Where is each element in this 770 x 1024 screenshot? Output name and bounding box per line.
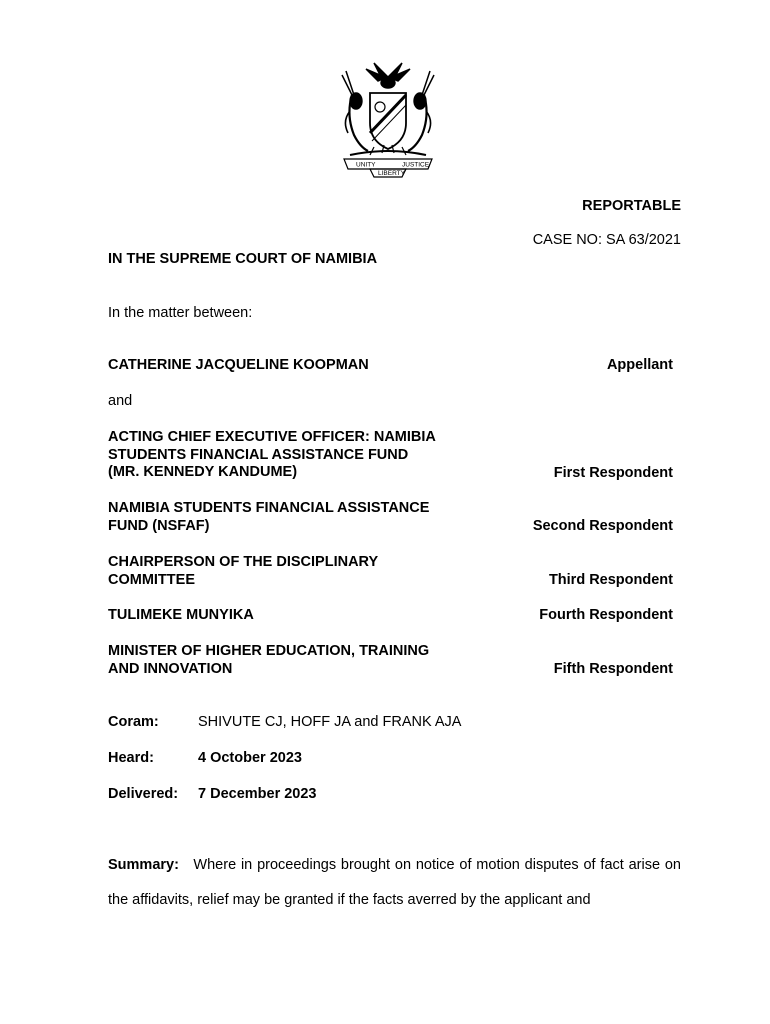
- party-line: FUND (NSFAF): [108, 517, 210, 534]
- case-number: CASE NO: SA 63/2021: [532, 232, 681, 248]
- coat-of-arms-icon: [330, 55, 446, 185]
- appellant-role: Appellant: [606, 357, 673, 373]
- and-separator: and: [108, 393, 133, 409]
- delivered-label: Delivered:: [108, 786, 179, 802]
- summary-label: Summary:: [108, 857, 179, 873]
- party-line: AND INNOVATION: [108, 660, 233, 677]
- fourth-respondent-role: Fourth Respondent: [539, 607, 673, 623]
- motto-liberty: LIBERTY: [378, 170, 405, 177]
- party-line: TULIMEKE MUNYIKA: [108, 607, 254, 623]
- coat-of-arms-emblem: [330, 55, 446, 185]
- third-respondent-name: [108, 554, 468, 589]
- fifth-respondent-role: Fifth Respondent: [553, 661, 673, 677]
- fifth-respondent-name: [108, 643, 468, 678]
- reportable-label: REPORTABLE: [582, 198, 681, 214]
- party-line: MINISTER OF HIGHER EDUCATION, TRAINING: [108, 643, 430, 659]
- party-line: ACTING CHIEF EXECUTIVE OFFICER: NAMIBIA: [108, 429, 436, 445]
- party-line: COMMITTEE: [108, 571, 195, 588]
- party-line: CHAIRPERSON OF THE DISCIPLINARY: [108, 554, 379, 570]
- motto-unity: UNITY: [356, 161, 376, 169]
- second-respondent-role: Second Respondent: [532, 518, 673, 534]
- second-respondent-name: [108, 500, 468, 535]
- summary-text: Where in proceedings brought on notice of motion disputes of fact arise on the affidavits, relief may be granted if the facts averred by the applicant and: [108, 857, 681, 908]
- coram-value: SHIVUTE CJ, HOFF JA and FRANK AJA: [198, 714, 462, 730]
- heard-label: Heard:: [108, 750, 154, 766]
- coram-label: Coram:: [108, 714, 159, 730]
- first-respondent-name: [108, 429, 468, 482]
- party-line: NAMIBIA STUDENTS FINANCIAL ASSISTANCE: [108, 500, 430, 516]
- appellant-name: CATHERINE JACQUELINE KOOPMAN: [108, 357, 369, 373]
- summary-paragraph: [108, 848, 681, 918]
- matter-intro: In the matter between:: [108, 305, 253, 321]
- delivered-value: 7 December 2023: [198, 786, 317, 802]
- court-name: IN THE SUPREME COURT OF NAMIBIA: [108, 251, 378, 267]
- heard-value: 4 October 2023: [198, 750, 302, 766]
- third-respondent-role: Third Respondent: [548, 572, 673, 588]
- first-respondent-role: First Respondent: [553, 465, 673, 481]
- party-line: (MR. KENNEDY KANDUME): [108, 464, 298, 480]
- motto-justice: JUSTICE: [402, 161, 430, 169]
- fourth-respondent-name: [108, 607, 468, 625]
- party-line: STUDENTS FINANCIAL ASSISTANCE FUND: [108, 446, 409, 463]
